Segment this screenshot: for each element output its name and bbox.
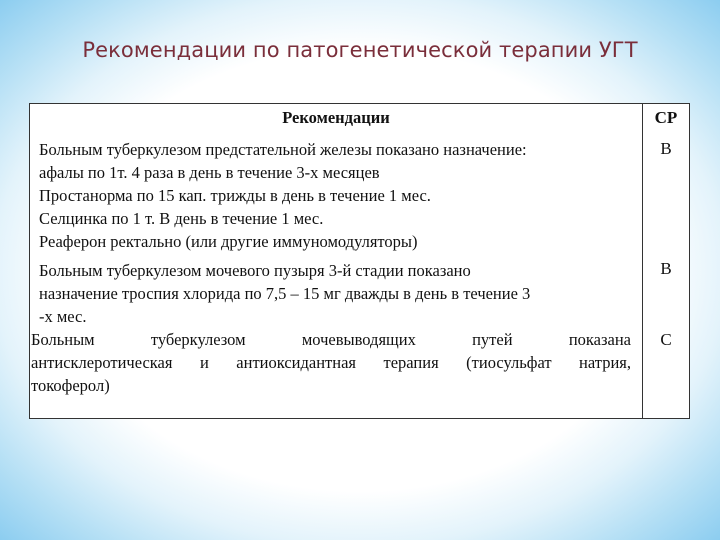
- row2-line1: Больным туберкулезом мочевого пузыря 3-й стадии показано: [39, 261, 471, 280]
- recommendations-table: [29, 103, 690, 419]
- row2-grade: В: [660, 259, 672, 278]
- slide-title: Рекомендации по патогенетической терапии УГТ: [82, 38, 638, 62]
- row3-grade: С: [660, 330, 672, 349]
- row3-line2: антисклеротическая и антиоксидантная терапия (тиосульфат натрия,: [31, 353, 631, 372]
- row1-line5: Реаферон ректально (или другие иммуномодуляторы): [39, 232, 418, 251]
- header-recommendations: Рекомендации: [282, 108, 390, 127]
- row1-grade: В: [660, 139, 672, 158]
- row1-line2: афалы по 1т. 4 раза в день в течение 3-х месяцев: [39, 163, 380, 182]
- row2-line3: -х мес.: [39, 307, 87, 326]
- row1-line4: Селцинка по 1 т. В день в течение 1 мес.: [39, 209, 324, 228]
- row2-line2: назначение троспия хлорида по 7,5 – 15 мг дважды в день в течение 3: [39, 284, 531, 303]
- row1-line1: Больным туберкулезом предстательной железы показано назначение:: [39, 140, 527, 159]
- row1-line3: Простанорма по 15 кап. трижды в день в течение 1 мес.: [39, 186, 431, 205]
- row3-line3: токоферол): [31, 376, 110, 395]
- header-grade: СР: [654, 108, 678, 127]
- row3-line1: Больным туберкулезом мочевыводящих путей показана: [31, 330, 631, 349]
